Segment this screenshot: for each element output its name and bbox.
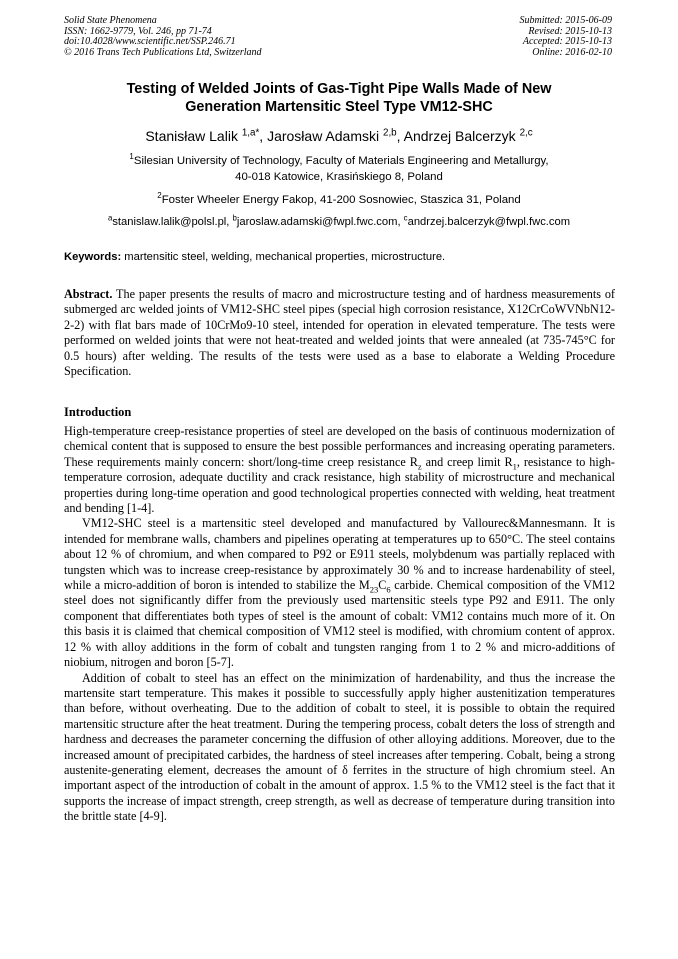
email-mark: b [232, 213, 237, 223]
author-affil-mark: 2,c [519, 127, 533, 139]
author-list [40, 127, 638, 145]
affiliation-text: Foster Wheeler Energy Fakop, 41-200 Sosnowiec, Staszica 31, Poland [161, 194, 521, 206]
author-separator: , [259, 128, 268, 144]
submitted-date: Submitted: 2015-06-09 [519, 15, 612, 26]
affiliation-1 [40, 153, 638, 185]
revised-date: Revised: 2015-10-13 [528, 25, 612, 37]
keywords-label: Keywords: [64, 251, 122, 263]
paper-title [60, 80, 618, 116]
affiliation-text: Silesian University of Technology, Faculty of Materials Engineering and Metallurgy, [133, 155, 549, 167]
affiliation-mark: 1 [129, 152, 134, 162]
author-name: Andrzej Balcerzyk [403, 128, 520, 144]
author-affil-mark: 1,a* [241, 127, 260, 139]
issn-line: ISSN: 1662-9779, Vol. 246, pp 71-74 [64, 25, 212, 37]
introduction-body [64, 424, 615, 825]
affiliation-mark: 2 [157, 191, 162, 201]
title-line-2: Generation Martensitic Steel Type VM12-SHC [185, 99, 493, 115]
paragraph: High-temperature creep-resistance properties of steel are developed on the basis of continuous modernization of chemical content that is supposed to ensure the best possible performances and increasing operating parameters. These requirements mainly concern: short/long-time creep resistance $R_z$ and creep limit $R_1$, resistance to high-temperature corrosion, adequate ductility and crack resistance, high stability of microstructure and mechanical properties during long-time operation and good technological properties connected with welding, heat treatment and bending [1-4]. [64, 424, 615, 516]
author-name: Jarosław Adamski [267, 128, 383, 144]
abstract-label: Abstract. [64, 287, 113, 301]
journal-name: Solid State Phenomena [64, 15, 157, 26]
email-mark: a [107, 213, 113, 223]
author-separator: , [396, 128, 404, 144]
paragraph: Addition of cobalt to steel has an effect on the minimization of hardenability, and thus the increase the martensite start temperature. This makes it possible to successfully apply higher austenitization temperatures than before, without overheating. Due to the addition of cobalt to steel, it is possible to obtain the required martensitic structure after the heat treatment. During the tempering process, cobalt deters the loss of strength and hardness and decreases the parameter concerning the diffusion of other alloying additions. Moreover, due to the increased amount of precipitated carbides, the hardness of steel increases after tempering. Cobalt, being a strong austenite-generating element, decreases the amount of δ ferrites in the structure of high chromium steel. An important aspect of the introduction of cobalt in the amount of approx. 1.5 % to the VM12 steel is the fact that it supports the increase of impact strength, creep strength, as well as decrease of temperature during transition into the brittle state [4-9]. [64, 670, 615, 824]
section-heading: Introduction [64, 405, 132, 419]
email-link[interactable]: jaroslaw.adamski@fwpl.fwc.com, [236, 216, 404, 228]
affiliation-address: 40-018 Katowice, Krasińskiego 8, Poland [235, 171, 443, 183]
keywords-text: martensitic steel, welding, mechanical properties, microstructure. [121, 251, 446, 263]
email-link[interactable]: stanislaw.lalik@polsl.pl, [112, 216, 233, 228]
abstract-text: The paper presents the results of macro and microstructure testing and of hardness measurements of submerged arc welded joints of VM12-SHC steel pipes (special high corrosion resistance, X12CrCoWVNbN12-2-2) with flat bars made of 10CrMo9-10 steel, intended for operation in elevated temperature. The tests were performed on welded joints that were not heat-treated and welded joints that were annealed (at 735-745°C for 0.5 hours) after welding. The results of the tests were used as a base to elaborate a Welding Procedure Specification. [64, 287, 615, 379]
accepted-date: Accepted: 2015-10-13 [522, 36, 612, 48]
doi-line: doi:10.4028/www.scientific.net/SSP.246.71 [64, 36, 236, 48]
email-list [30, 215, 648, 229]
dates-info [520, 16, 613, 58]
copyright-line: © 2016 Trans Tech Publications Ltd, Switzerland [64, 46, 262, 58]
email-link[interactable]: andrzej.balcerzyk@fwpl.fwc.com [407, 216, 571, 228]
email-mark: c [403, 213, 408, 223]
affiliation-2 [40, 192, 638, 208]
author-name: Stanisław Lalik [145, 128, 242, 144]
online-date: Online: 2016-02-10 [532, 46, 612, 58]
abstract [64, 287, 615, 379]
author-affil-mark: 2,b [383, 127, 397, 139]
title-line-1: Testing of Welded Joints of Gas-Tight Pipe Walls Made of New [126, 81, 552, 97]
keywords [64, 250, 624, 264]
journal-info [64, 16, 262, 58]
paragraph: VM12-SHC steel is a martensitic steel developed and manufactured by Vallourec&Mannesmann. It is intended for membrane walls, chambers and pipelines operating at temperatures up to 650°C. The steel contains about 12 % of chromium, and when compared to P92 or E911 steels, molybdenum was partially replaced with tungsten which was to increase creep-resistance by approximately 30 % and to increase hardenability of steel, while a micro-addition of boron is intended to stabilize the $M_{23}C_6$ carbide. Chemical composition of the VM12 steel does not significantly differ from the previously used martensitic steels type P92 and E911. The only component that differentiates both types of steel is the amount of cobalt: VM12 contains much more of it. On this basis it is claimed that chemical composition of VM12 steel is modified, with chromium content of approx. 12 % with alloy additions in the form of cobalt and tungsten ranging from 1 to 2 % and micro-additions of niobium, nitrogen and boron [5-7]. [64, 516, 615, 670]
